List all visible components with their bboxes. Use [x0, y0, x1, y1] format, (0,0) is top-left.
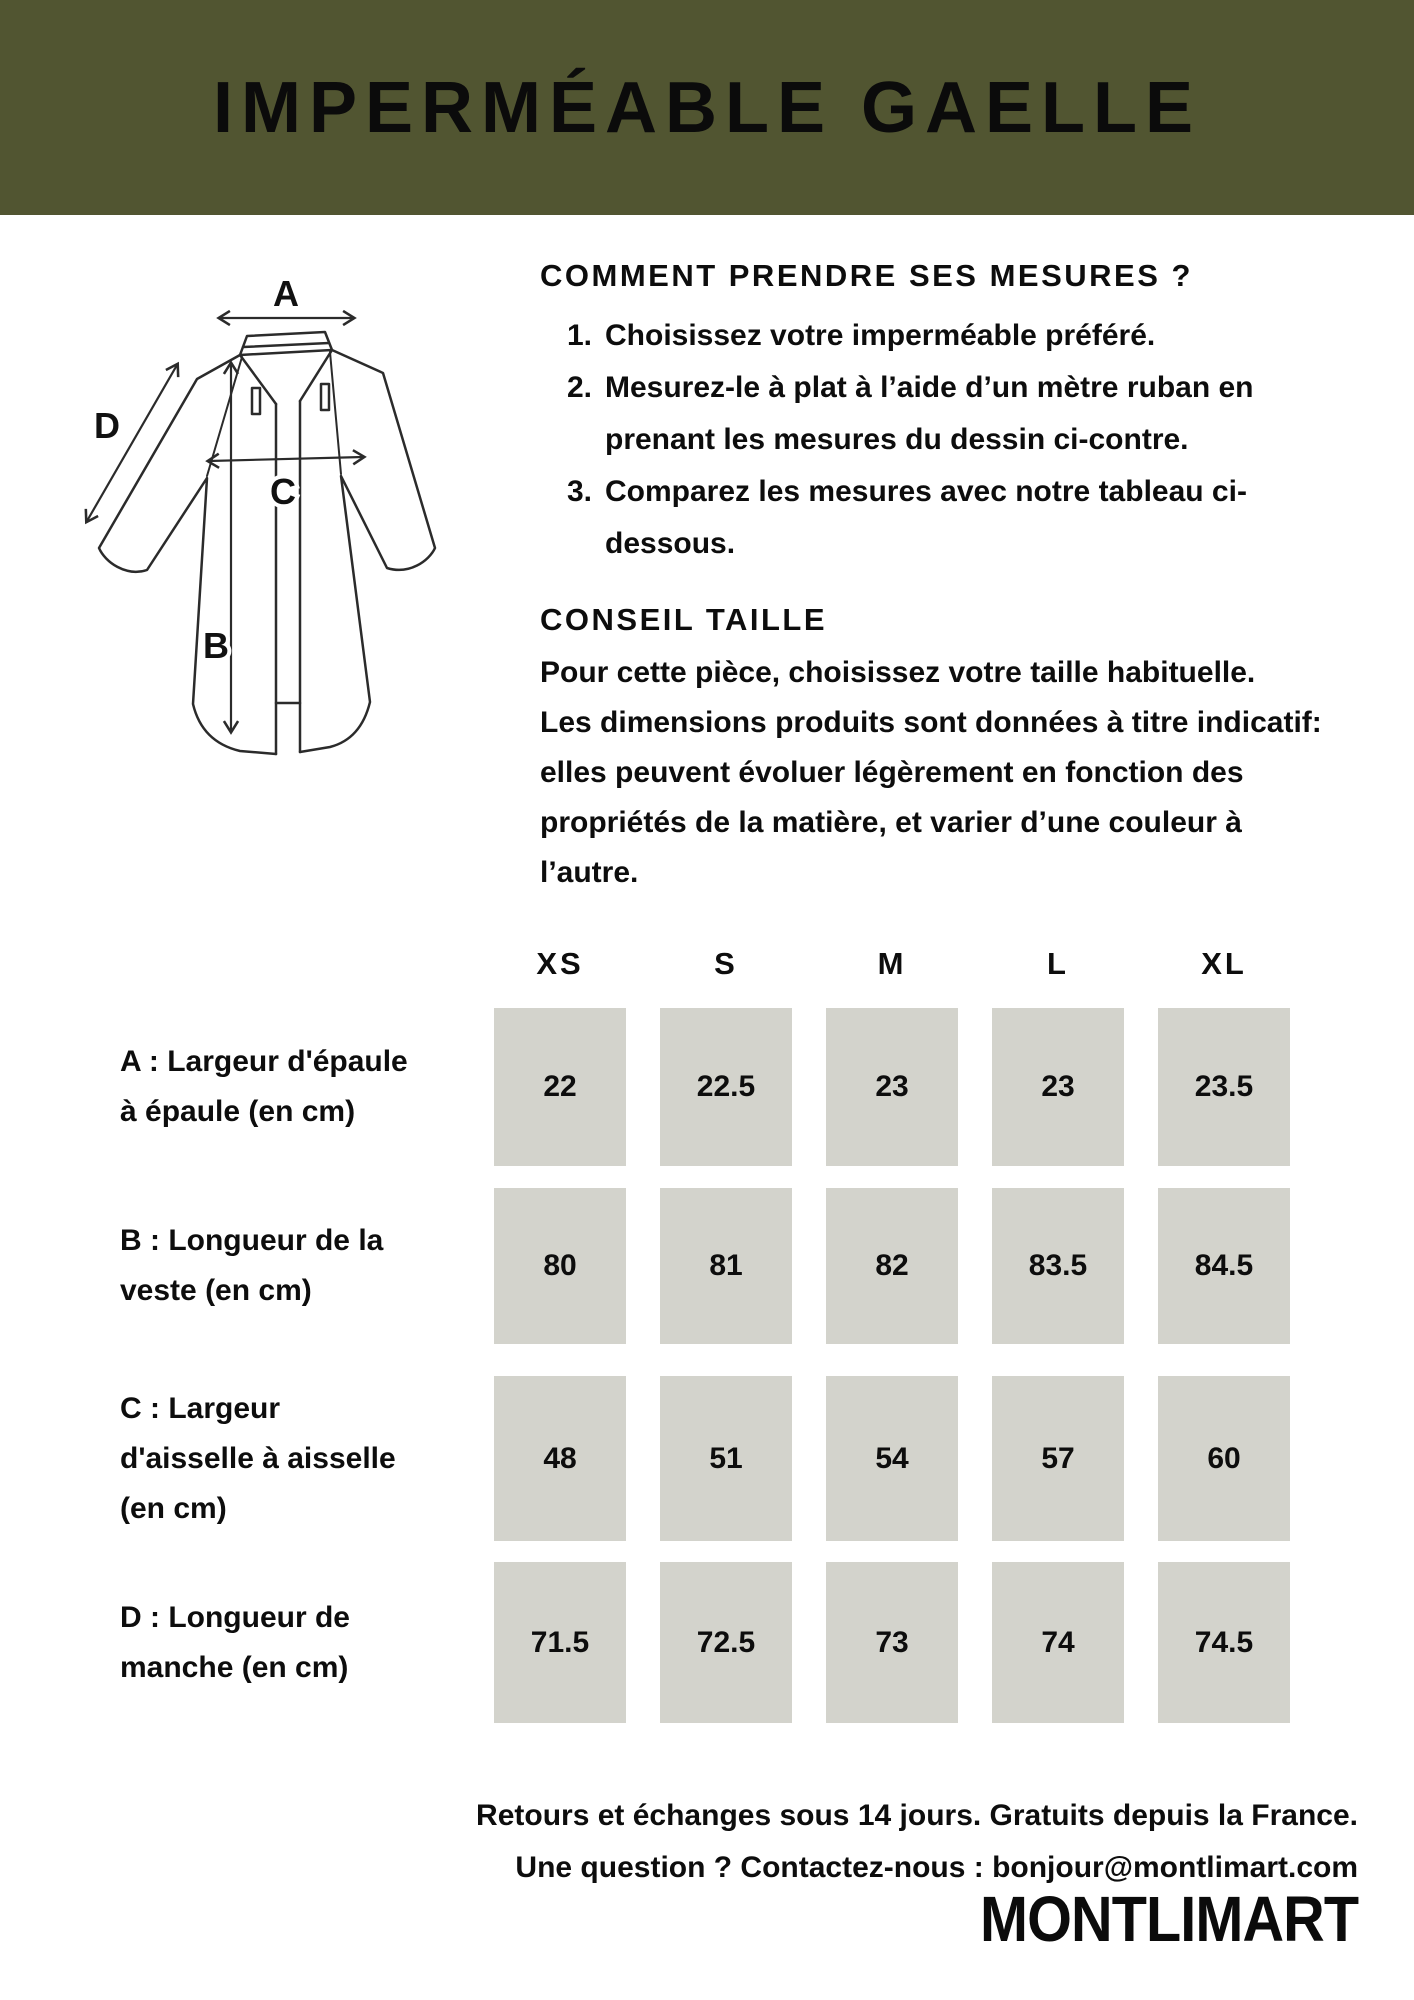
cell-b-xl: 84.5: [1158, 1188, 1290, 1344]
coat-left-outline: [99, 355, 276, 754]
instructions-section: [540, 256, 1330, 898]
advice-line: propriétés de la matière, et varier d’une couleur à: [540, 806, 1242, 839]
row-label-d: D : Longueur de manche (en cm): [120, 1600, 350, 1684]
raincoat-sketch: [50, 226, 480, 844]
cell-c-xs: 48: [494, 1376, 626, 1541]
how-to-steps: [567, 310, 1330, 570]
size-header-l: L: [1047, 946, 1069, 981]
measure-label-a: A: [273, 273, 299, 314]
table-row-b: [0, 1188, 1414, 1344]
advice-line: l’autre.: [540, 856, 639, 889]
step-text: Choisissez votre imperméable préféré.: [605, 319, 1156, 352]
drawstring-right: [321, 384, 329, 410]
footer-notes: [476, 1790, 1358, 1894]
step-2: [567, 362, 1330, 466]
step-number: 2.: [567, 371, 593, 404]
size-header-xl: XL: [1201, 946, 1247, 981]
drawstring-left: [252, 388, 260, 414]
advice-line: elles peuvent évoluer légèrement en fonction des: [540, 756, 1244, 789]
cell-a-xl: 23.5: [1158, 1008, 1290, 1166]
returns-note: Retours et échanges sous 14 jours. Gratuits depuis la France.: [476, 1799, 1358, 1832]
cell-b-xs: 80: [494, 1188, 626, 1344]
size-header-s: S: [714, 946, 738, 981]
cell-d-m: 73: [826, 1562, 958, 1723]
cell-c-l: 57: [992, 1376, 1124, 1541]
cell-c-s: 51: [660, 1376, 792, 1541]
cell-b-m: 82: [826, 1188, 958, 1344]
measure-label-b: B: [203, 625, 229, 666]
advice-heading: CONSEIL TAILLE: [540, 602, 828, 637]
size-header-m: M: [877, 946, 907, 981]
cell-d-xl: 74.5: [1158, 1562, 1290, 1723]
title-band: [0, 0, 1414, 215]
cell-a-m: 23: [826, 1008, 958, 1166]
brand-logo: MONTLIMART: [979, 1883, 1358, 1955]
cell-c-xl: 60: [1158, 1376, 1290, 1541]
step-1: [567, 310, 1330, 362]
table-row-a: [0, 1008, 1414, 1166]
step-number: 3.: [567, 475, 593, 508]
page-title: IMPERMÉABLE GAELLE: [212, 67, 1202, 148]
cell-b-s: 81: [660, 1188, 792, 1344]
measure-label-c: C: [270, 471, 296, 512]
row-label-c: C : Largeur d'aisselle à aisselle (en cm): [120, 1391, 396, 1525]
step-text: Comparez les mesures avec notre tableau ci- dessous.: [605, 475, 1247, 560]
row-label-a: A : Largeur d'épaule à épaule (en cm): [120, 1045, 408, 1128]
measure-label-d: D: [94, 405, 120, 446]
raincoat-diagram: [50, 226, 480, 844]
size-header-xs: XS: [536, 946, 584, 981]
cell-d-xs: 71.5: [494, 1562, 626, 1723]
step-3: [567, 466, 1330, 570]
cell-d-s: 72.5: [660, 1562, 792, 1723]
step-number: 1.: [567, 319, 593, 352]
row-label-b: B : Longueur de la veste (en cm): [120, 1224, 384, 1307]
table-row-d: [0, 1562, 1414, 1723]
cell-a-xs: 22: [494, 1008, 626, 1166]
cell-b-l: 83.5: [992, 1188, 1124, 1344]
size-advice-section: [540, 600, 1330, 898]
table-row-c: [0, 1376, 1414, 1541]
cell-d-l: 74: [992, 1562, 1124, 1723]
cell-a-s: 22.5: [660, 1008, 792, 1166]
cell-a-l: 23: [992, 1008, 1124, 1166]
advice-line: Pour cette pièce, choisissez votre taille habituelle.: [540, 656, 1256, 689]
contact-note: Une question ? Contactez-nous : bonjour@montlimart.com: [515, 1851, 1358, 1884]
step-text: Mesurez-le à plat à l’aide d’un mètre ruban en prenant les mesures du dessin ci-contre.: [605, 371, 1254, 456]
advice-line: Les dimensions produits sont données à titre indicatif:: [540, 706, 1322, 739]
how-to-heading: COMMENT PRENDRE SES MESURES ?: [540, 258, 1193, 293]
cell-c-m: 54: [826, 1376, 958, 1541]
